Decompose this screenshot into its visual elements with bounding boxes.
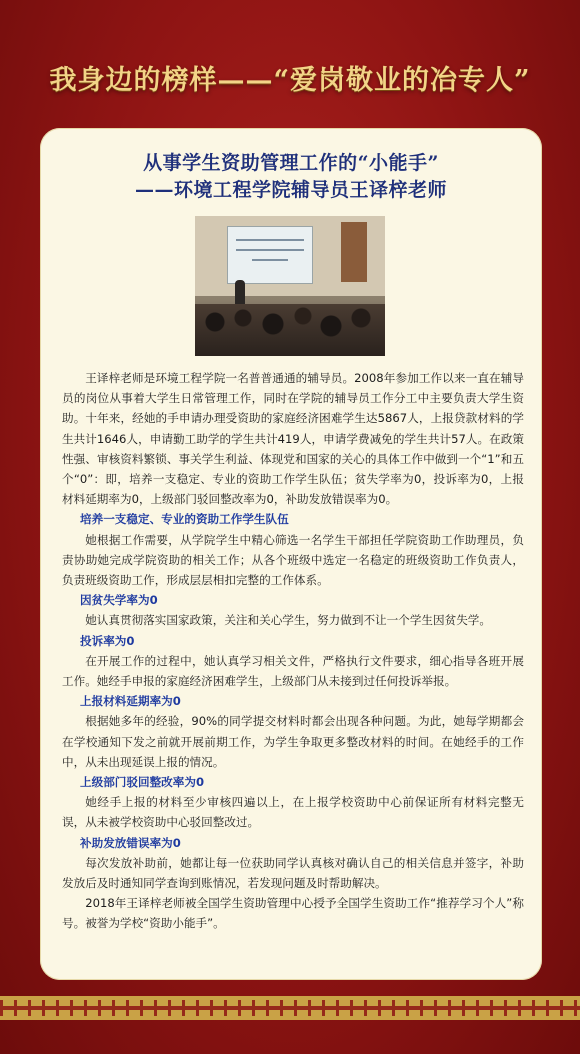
lecture-photo (195, 216, 385, 356)
section-heading: 投诉率为0 (80, 633, 135, 648)
section-heading: 上报材料延期率为0 (80, 694, 181, 709)
screen-line (236, 239, 304, 241)
section-heading: 培养一支稳定、专业的资助工作学生队伍 (80, 512, 289, 527)
article-heading-line1: 从事学生资助管理工作的“小能手” (143, 152, 439, 174)
audience (195, 304, 385, 356)
section-text: 她认真贯彻落实国家政策，关注和关心学生，努力做到不让一个学生因贫失学。 (85, 613, 491, 628)
section-text: 根据她多年的经验，90%的同学提交材料时都会出现各种问题。为此，她每学期都会在学校通知下发之前就开展前期工作，为学生争取更多整改材料的时间。在她经手的工作中，从未出现延误上报的情况。 (62, 714, 524, 769)
screen-line (252, 259, 288, 261)
section-text: 她根据工作需要，从学院学生中精心筛选一名学生干部担任学院资助工作助理员，负责协助她完成学院资助的相关工作；从各个班级中选定一名稳定的班级资助工作负责人，负责班级资助工作，形成层层相扣完整的工作体系。 (62, 532, 524, 588)
section-heading: 补助发放错误率为0 (80, 835, 181, 850)
decorative-border (0, 996, 580, 1020)
section-heading: 上级部门驳回整改率为0 (80, 775, 205, 790)
section-heading: 因贫失学率为0 (80, 593, 158, 608)
intro-paragraph: 王译梓老师是环境工程学院一名普普通通的辅导员。2008年参加工作以来一直在辅导员的岗位从事着大学生日常管理工作，同时在学院的辅导员工作分工中主要负责大学生资助。十年来，经她的手申请办理受资助的家庭经济困难学生达5867人，上报贷款材料的学生共计1646人，申请勤工助学的学生共计419人，申请学费减免的学生共计57人。在政策性强、审核资料繁锁、事关学生利益、体现党和国家的关心的具体工作中做到一个“1”和五个“0”：即，培养一支稳定、专业的资助工作学生队伍；贫失学率为0，投诉率为0，上报材料延期率为0，上级部门驳回整改率为0，补助发放错误率为0。 (62, 371, 524, 507)
section-text: 她经手上报的材料至少审核四遍以上，在上报学校资助中心前保证所有材料完整无误，从未被学校资助中心驳回整改过。 (62, 795, 524, 830)
closing-paragraph: 2018年王译梓老师被全国学生资助管理中心授予全国学生资助工作“推荐学习个人”称号。被誉为学校“资助小能手”。 (62, 896, 524, 931)
article-body (62, 368, 524, 934)
projection-screen (227, 226, 313, 284)
section-text: 每次发放补助前，她都让每一位获助同学认真核对确认自己的相关信息并签字，补助发放后及时通知同学查询到账情况，若发现问题及时帮助解决。 (62, 855, 524, 891)
section-text: 在开展工作的过程中，她认真学习相关文件，严格执行文件要求，细心指导各班开展工作。她经手申报的家庭经济困难学生，上级部门从未接到过任何投诉举报。 (62, 653, 524, 689)
poster-title: 我身边的榜样——“爱岗敬业的冶专人” (49, 65, 531, 96)
article-heading-line2: ——环境工程学院辅导员王译梓老师 (134, 179, 447, 201)
screen-line (236, 249, 304, 251)
fret-pattern (0, 1000, 580, 1016)
photo-door (341, 222, 367, 282)
